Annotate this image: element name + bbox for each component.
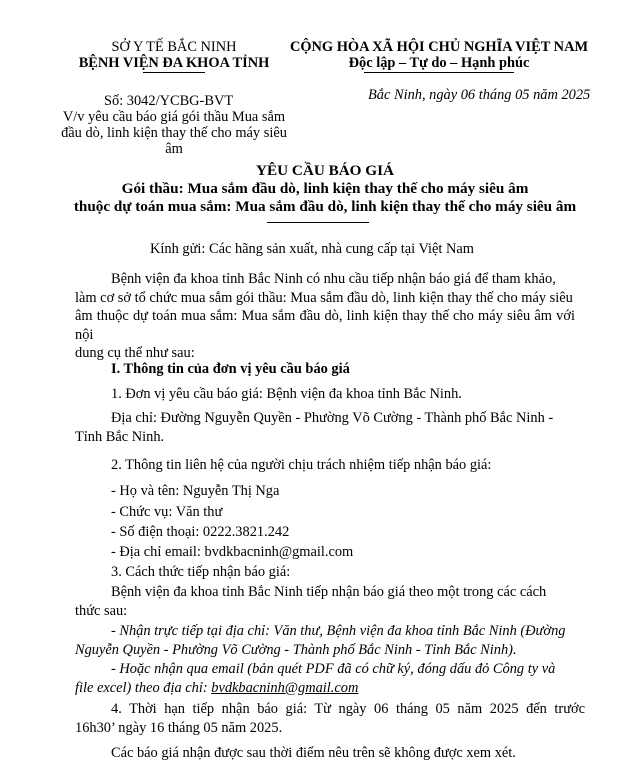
requesting-unit: 1. Đơn vị yêu cầu báo giá: Bệnh viện đa khoa tỉnh Bắc Ninh. — [111, 386, 462, 402]
contact-heading: 2. Thông tin liên hệ của người chịu trách nhiệm tiếp nhận báo giá: — [111, 457, 492, 473]
intro-line: Bệnh viện đa khoa tỉnh Bắc Ninh có nhu cầu tiếp nhận báo giá để tham khảo, — [111, 271, 556, 287]
intro-line: làm cơ sở tổ chức mua sắm gói thầu: Mua sắm đầu dò, linh kiện thay thế cho máy siêu — [75, 289, 573, 306]
package-title-line1: Gói thầu: Mua sắm đầu dò, linh kiện thay thế cho máy siêu âm — [121, 180, 529, 197]
subject-line: V/v yêu cầu báo giá gói thầu Mua sắm đầu dò, linh kiện thay thế cho máy siêu âm — [61, 109, 287, 157]
issuer-block — [56, 39, 292, 73]
address-line: Tỉnh Bắc Ninh. — [75, 428, 165, 445]
methods-line: thức sau: — [75, 602, 128, 619]
method-email-prefix: file excel) theo địa chỉ: — [75, 679, 212, 696]
motto-underline — [364, 72, 514, 73]
contact-email: - Địa chỉ email: bvdkbacninh@gmail.com — [111, 544, 354, 560]
document-title-block — [40, 162, 610, 216]
deadline-line: 16h30’ ngày 16 tháng 05 năm 2025. — [75, 719, 283, 736]
national-motto: Độc lập – Tự do – Hạnh phúc — [348, 55, 530, 71]
reference-number: Số: 3042/YCBG-BVT — [104, 93, 234, 109]
methods-paragraph — [75, 583, 585, 620]
hospital-underline — [143, 72, 205, 73]
document-title: YÊU CẦU BÁO GIÁ — [256, 162, 394, 179]
address-line: Địa chỉ: Đường Nguyễn Quyền - Phường Võ Cường - Thành phố Bắc Ninh - — [111, 410, 554, 426]
method-email-line — [75, 679, 585, 698]
email-link[interactable]: bvdkbacninh@gmail.com — [211, 679, 359, 696]
deadline-line: 4. Thời hạn tiếp nhận báo giá: Từ ngày 06 tháng 05 năm 2025 đến trước — [111, 701, 585, 717]
contact-role: - Chức vụ: Văn thư — [111, 504, 223, 520]
package-title-line2: thuộc dự toán mua sắm: Mua sắm đầu dò, linh kiện thay thế cho máy siêu âm — [73, 198, 577, 215]
method-direct-line: - Nhận trực tiếp tại địa chỉ: Văn thư, Bệnh viện đa khoa tỉnh Bắc Ninh (Đường — [111, 623, 566, 639]
deadline-paragraph — [75, 700, 585, 737]
intro-paragraph — [75, 270, 575, 363]
method-direct-line: Nguyễn Quyền - Phường Võ Cường - Thành phố Bắc Ninh - Tỉnh Bắc Ninh). — [75, 641, 517, 658]
contact-name: - Họ và tên: Nguyễn Thị Nga — [111, 483, 280, 499]
intro-line: dung cụ thể như sau: — [75, 345, 195, 361]
contact-phone: - Số điện thoại: 0222.3821.242 — [111, 524, 290, 540]
method-email-line: - Hoặc nhận qua email (bản quét PDF đã có chữ ký, đóng dấu đỏ Công ty và — [111, 661, 556, 677]
intro-line: âm thuộc dự toán mua sắm: Mua sắm đầu dò, linh kiện thay thế cho máy siêu âm với nội — [75, 308, 575, 343]
national-header — [282, 39, 596, 73]
issue-date: Bắc Ninh, ngày 06 tháng 05 năm 2025 — [368, 87, 591, 103]
method-direct — [75, 622, 585, 659]
department-name: SỞ Y TẾ BẮC NINH — [111, 39, 237, 55]
title-divider — [267, 222, 369, 223]
country-name: CỘNG HÒA XÃ HỘI CHỦ NGHĨA VIỆT NAM — [289, 39, 589, 55]
recipient-line: Kính gửi: Các hãng sản xuất, nhà cung cấp tại Việt Nam — [150, 241, 474, 257]
method-email — [75, 660, 585, 697]
receipt-methods-heading: 3. Cách thức tiếp nhận báo giá: — [111, 564, 291, 580]
section-heading: I. Thông tin của đơn vị yêu cầu báo giá — [111, 361, 350, 377]
methods-line: Bệnh viện đa khoa tỉnh Bắc Ninh tiếp nhận báo giá theo một trong các cách — [111, 584, 547, 600]
hospital-name: BỆNH VIỆN ĐA KHOA TỈNH — [78, 55, 270, 71]
address-paragraph — [75, 409, 585, 446]
late-submission-note: Các báo giá nhận được sau thời điểm nêu trên sẽ không được xem xét. — [111, 745, 516, 761]
